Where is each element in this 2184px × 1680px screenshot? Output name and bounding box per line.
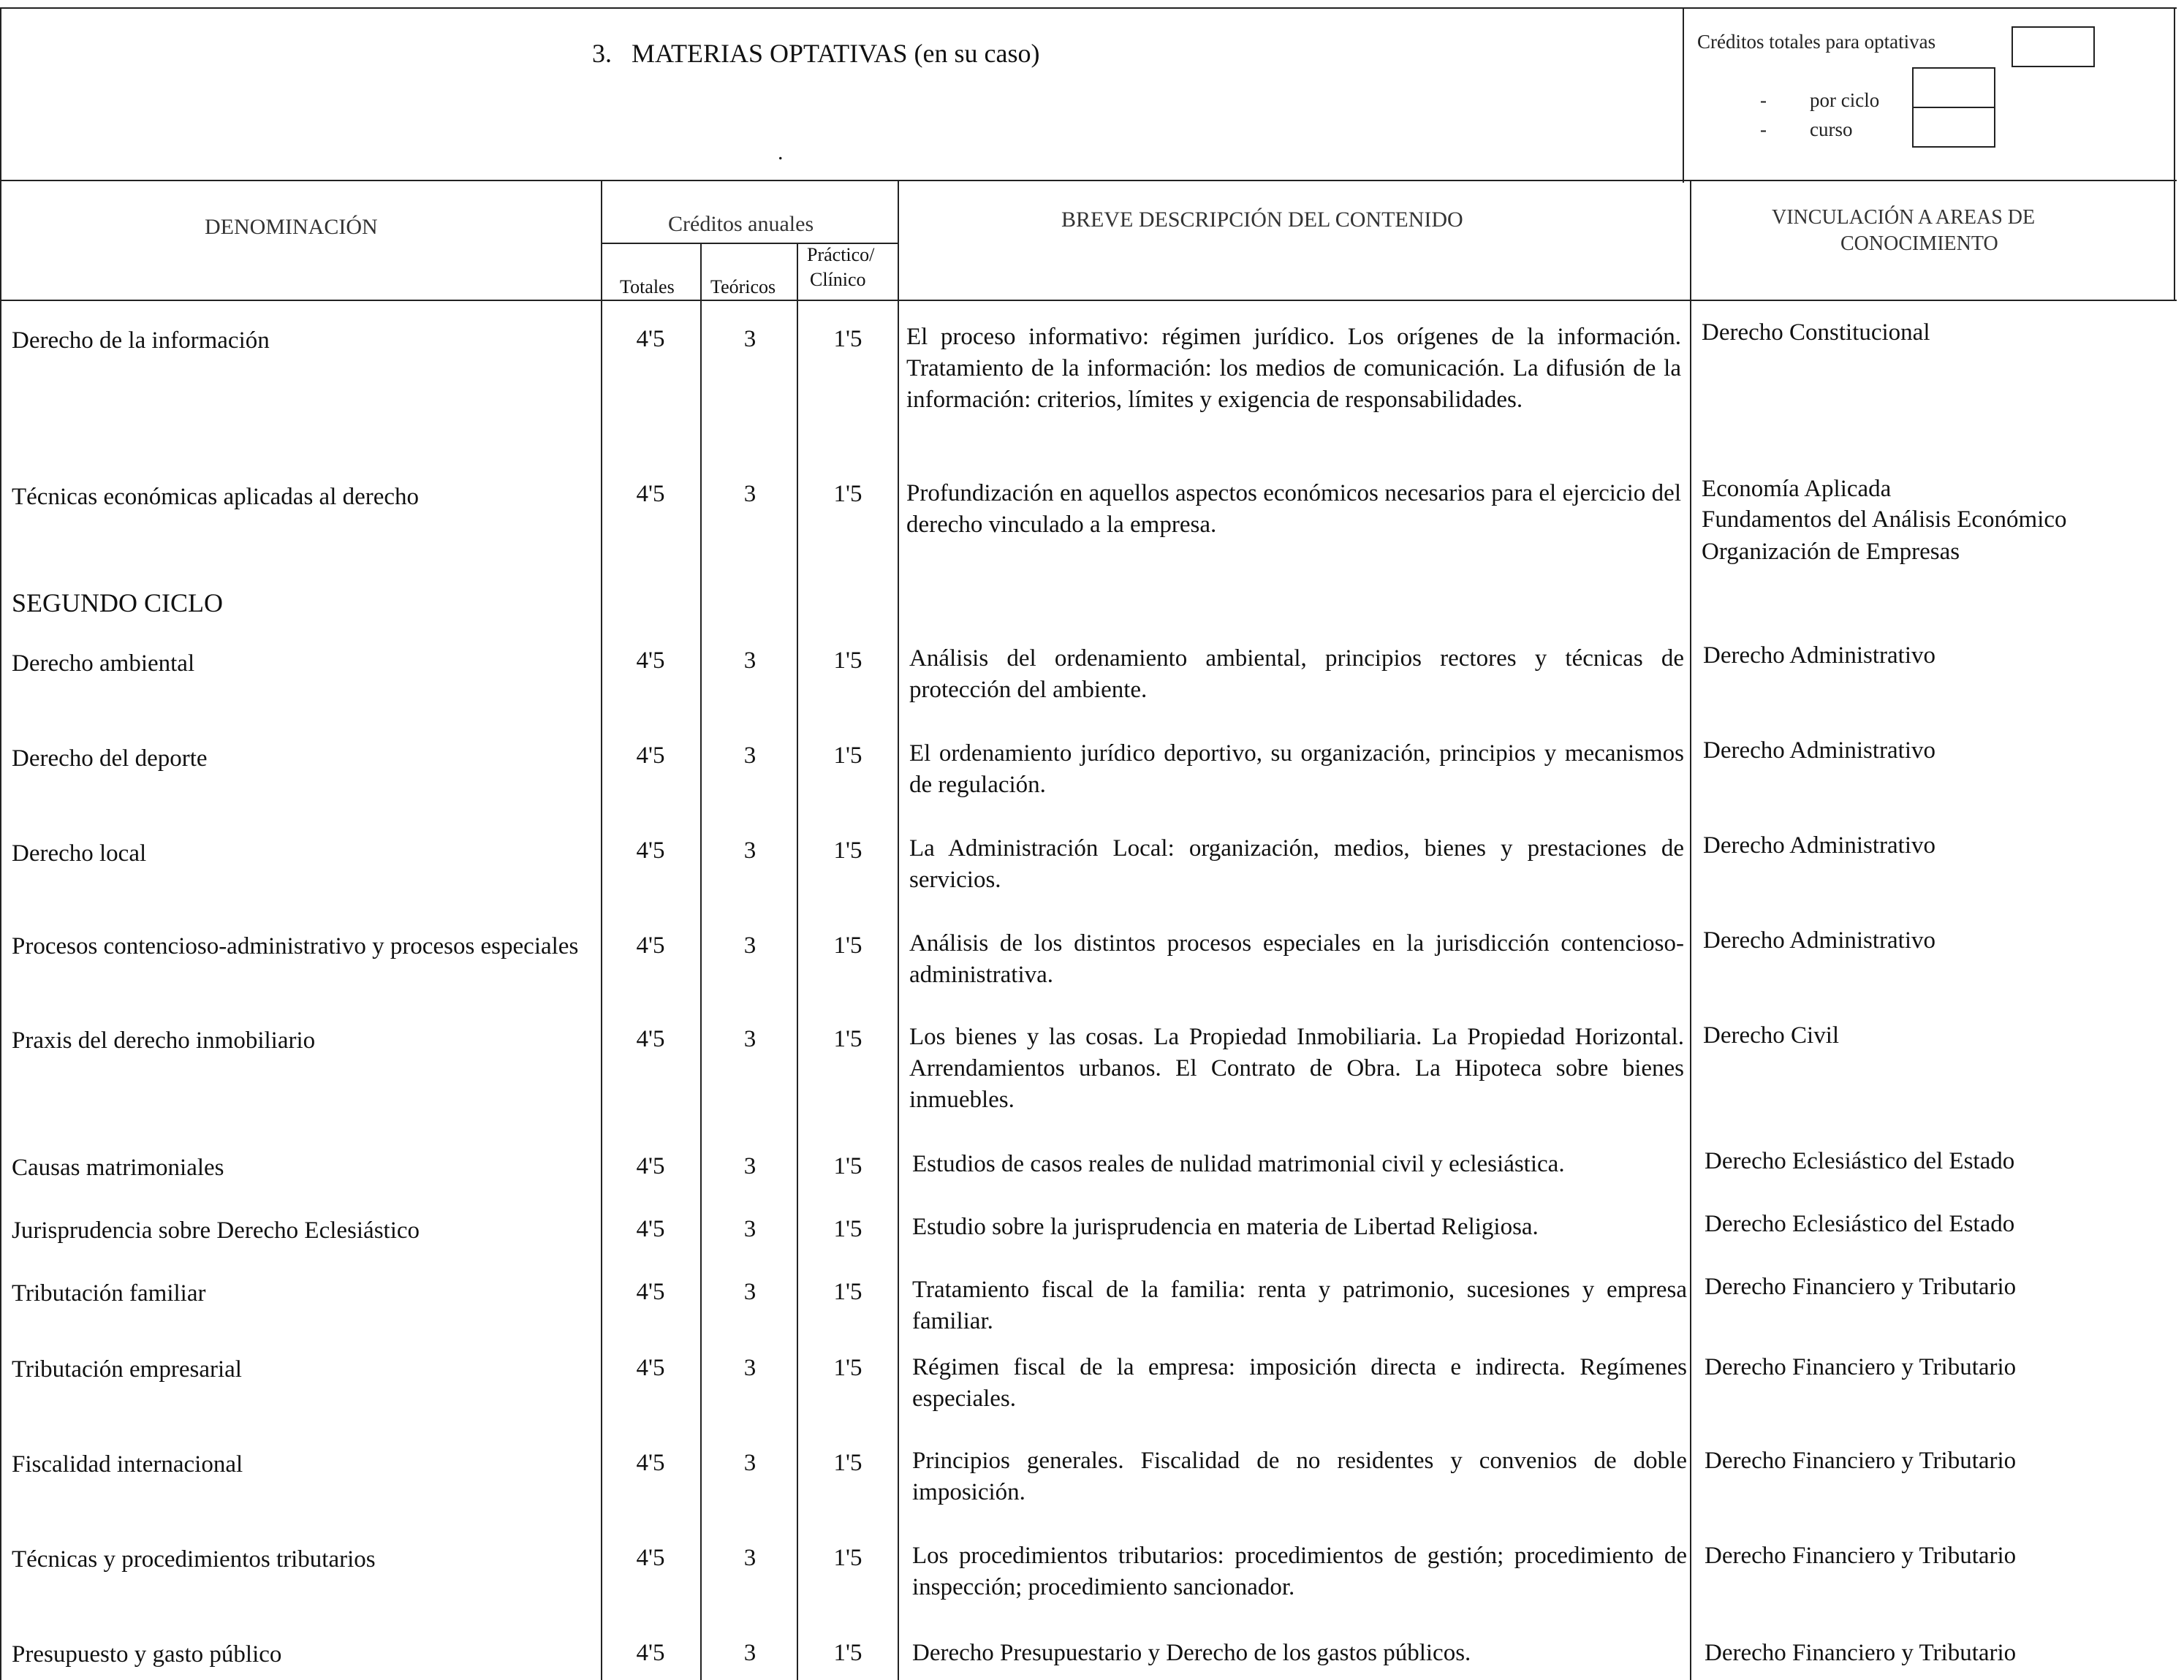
row-name: Causas matrimoniales bbox=[12, 1155, 224, 1181]
col-vinculacion-line2: CONOCIMIENTO bbox=[1840, 232, 1998, 255]
row-teoricos: 3 bbox=[743, 1545, 757, 1571]
row-description: El ordenamiento jurídico deportivo, su organización, principios y mecanismos de regulación. bbox=[909, 740, 1684, 798]
row-area: Derecho Eclesiástico del Estado bbox=[1705, 1148, 2015, 1174]
col-creditos-anuales: Créditos anuales bbox=[668, 212, 814, 236]
row-totales: 4'5 bbox=[636, 326, 665, 352]
row-teoricos: 3 bbox=[743, 1279, 757, 1305]
row-description: Principios generales. Fiscalidad de no residentes y convenios de doble imposición. bbox=[912, 1448, 1687, 1505]
row-description: Régimen fiscal de la empresa: imposición directa e indirecta. Regímenes especiales. bbox=[912, 1354, 1687, 1412]
row-area: Derecho Financiero y Tributario bbox=[1705, 1448, 2017, 1474]
row-totales: 4'5 bbox=[636, 932, 665, 959]
row-teoricos: 3 bbox=[743, 1026, 757, 1052]
row-area: Derecho Financiero y Tributario bbox=[1705, 1354, 2017, 1380]
row-practicos: 1'5 bbox=[833, 1545, 862, 1571]
row-area-line: Fundamentos del Análisis Económico bbox=[1702, 506, 2067, 533]
row-name: Técnicas y procedimientos tributarios bbox=[12, 1546, 376, 1573]
row-description: Estudio sobre la jurisprudencia en materia de Libertad Religiosa. bbox=[912, 1214, 1539, 1240]
row-practicos: 1'5 bbox=[833, 1279, 862, 1305]
row-totales: 4'5 bbox=[636, 1026, 665, 1052]
per-cycle-field[interactable] bbox=[1912, 67, 1995, 108]
section-label-segundo-ciclo: SEGUNDO CICLO bbox=[12, 588, 224, 617]
row-totales: 4'5 bbox=[636, 742, 665, 769]
row-area: Derecho Administrativo bbox=[1703, 927, 1936, 954]
row-area-line: Economía Aplicada bbox=[1702, 476, 1892, 502]
row-name: Técnicas económicas aplicadas al derecho bbox=[12, 484, 420, 510]
row-totales: 4'5 bbox=[636, 1450, 665, 1476]
course-dash: - bbox=[1760, 118, 1767, 140]
row-name: Derecho de la información bbox=[12, 327, 270, 354]
row-name: Jurisprudencia sobre Derecho Eclesiástico bbox=[12, 1217, 420, 1244]
row-area: Derecho Administrativo bbox=[1703, 642, 1936, 669]
row-description: Estudios de casos reales de nulidad matrimonial civil y eclesiástica. bbox=[912, 1151, 1565, 1177]
credits-total-field[interactable] bbox=[2012, 26, 2095, 67]
row-name: Tributación familiar bbox=[12, 1280, 206, 1307]
row-description: Derecho Presupuestario y Derecho de los gastos públicos. bbox=[912, 1640, 1471, 1666]
row-area: Derecho Financiero y Tributario bbox=[1705, 1543, 2017, 1569]
row-practicos: 1'5 bbox=[833, 1640, 862, 1666]
row-area-line: Organización de Empresas bbox=[1702, 539, 1960, 565]
row-totales: 4'5 bbox=[636, 1640, 665, 1666]
col-denominacion: DENOMINACIÓN bbox=[205, 215, 378, 239]
row-name: Derecho ambiental bbox=[12, 650, 195, 677]
row-area: Derecho Eclesiástico del Estado bbox=[1705, 1211, 2015, 1237]
row-practicos: 1'5 bbox=[833, 1450, 862, 1476]
row-description: Tratamiento fiscal de la familia: renta y patrimonio, sucesiones y empresa familiar. bbox=[912, 1277, 1687, 1334]
row-totales: 4'5 bbox=[636, 481, 665, 507]
row-name: Fiscalidad internacional bbox=[12, 1451, 243, 1478]
row-practicos: 1'5 bbox=[833, 1026, 862, 1052]
credits-total-label: Créditos totales para optativas bbox=[1697, 31, 1936, 53]
row-area: Derecho Financiero y Tributario bbox=[1705, 1640, 2017, 1666]
section-title: 3. MATERIAS OPTATIVAS (en su caso) bbox=[592, 39, 1040, 68]
row-name: Praxis del derecho inmobiliario bbox=[12, 1027, 316, 1054]
col-totales: Totales bbox=[620, 276, 675, 297]
row-teoricos: 3 bbox=[743, 932, 757, 959]
course-field[interactable] bbox=[1912, 107, 1995, 148]
row-practicos: 1'5 bbox=[833, 1216, 862, 1242]
row-name: Derecho local bbox=[12, 840, 147, 867]
row-practicos: 1'5 bbox=[833, 1355, 862, 1381]
row-teoricos: 3 bbox=[743, 1450, 757, 1476]
row-name: Tributación empresarial bbox=[12, 1356, 242, 1383]
row-totales: 4'5 bbox=[636, 1216, 665, 1242]
row-description: Análisis de los distintos procesos especiales en la jurisdicción contencioso-administrativa. bbox=[909, 930, 1684, 988]
row-description: Análisis del ordenamiento ambiental, principios rectores y técnicas de protección del ambiente. bbox=[909, 645, 1684, 703]
row-area: Derecho Civil bbox=[1703, 1022, 1840, 1049]
row-description: Profundización en aquellos aspectos económicos necesarios para el ejercicio del derecho vinculado a la empresa. bbox=[906, 480, 1681, 538]
row-practicos: 1'5 bbox=[833, 742, 862, 769]
row-name: Presupuesto y gasto público bbox=[12, 1641, 282, 1668]
row-teoricos: 3 bbox=[743, 1355, 757, 1381]
section-dot: . bbox=[778, 140, 784, 164]
row-totales: 4'5 bbox=[636, 837, 665, 864]
row-description: La Administración Local: organización, medios, bienes y prestaciones de servicios. bbox=[909, 835, 1684, 893]
row-practicos: 1'5 bbox=[833, 932, 862, 959]
row-totales: 4'5 bbox=[636, 1153, 665, 1179]
row-teoricos: 3 bbox=[743, 326, 757, 352]
row-practicos: 1'5 bbox=[833, 326, 862, 352]
row-teoricos: 3 bbox=[743, 647, 757, 674]
row-totales: 4'5 bbox=[636, 647, 665, 674]
row-practicos: 1'5 bbox=[833, 481, 862, 507]
col-vinculacion-line1: VINCULACIÓN A AREAS DE bbox=[1772, 206, 2036, 229]
col-practico-line2: Clínico bbox=[810, 269, 866, 290]
row-teoricos: 3 bbox=[743, 1216, 757, 1242]
row-area: Derecho Financiero y Tributario bbox=[1705, 1274, 2017, 1300]
row-name: Procesos contencioso-administrativo y procesos especiales bbox=[12, 933, 579, 959]
row-area: Derecho Constitucional bbox=[1702, 319, 1930, 346]
row-teoricos: 3 bbox=[743, 481, 757, 507]
row-teoricos: 3 bbox=[743, 742, 757, 769]
row-practicos: 1'5 bbox=[833, 1153, 862, 1179]
per-cycle-label: por ciclo bbox=[1810, 89, 1880, 111]
row-practicos: 1'5 bbox=[833, 837, 862, 864]
per-cycle-dash: - bbox=[1760, 89, 1767, 111]
row-totales: 4'5 bbox=[636, 1545, 665, 1571]
row-totales: 4'5 bbox=[636, 1279, 665, 1305]
row-description: El proceso informativo: régimen jurídico. Los orígenes de la información. Tratamiento de la información: los medios de comunicación. La difusión de la información: criterios, límites y exigencia de responsabilidades. bbox=[906, 324, 1681, 413]
col-practico-line1: Práctico/ bbox=[807, 244, 875, 265]
course-label: curso bbox=[1810, 118, 1853, 140]
row-teoricos: 3 bbox=[743, 1640, 757, 1666]
row-area: Derecho Administrativo bbox=[1703, 832, 1936, 859]
row-teoricos: 3 bbox=[743, 1153, 757, 1179]
row-practicos: 1'5 bbox=[833, 647, 862, 674]
col-descripcion: BREVE DESCRIPCIÓN DEL CONTENIDO bbox=[1061, 208, 1463, 232]
row-description: Los procedimientos tributarios: procedimientos de gestión; procedimiento de inspección; procedimiento sancionador. bbox=[912, 1543, 1687, 1600]
row-description: Los bienes y las cosas. La Propiedad Inmobiliaria. La Propiedad Horizontal. Arrendamientos urbanos. El Contrato de Obra. La Hipoteca sobre bienes inmuebles. bbox=[909, 1024, 1684, 1113]
row-area: Derecho Administrativo bbox=[1703, 737, 1936, 764]
row-teoricos: 3 bbox=[743, 837, 757, 864]
col-teoricos: Teóricos bbox=[710, 276, 776, 297]
row-totales: 4'5 bbox=[636, 1355, 665, 1381]
row-name: Derecho del deporte bbox=[12, 745, 208, 772]
